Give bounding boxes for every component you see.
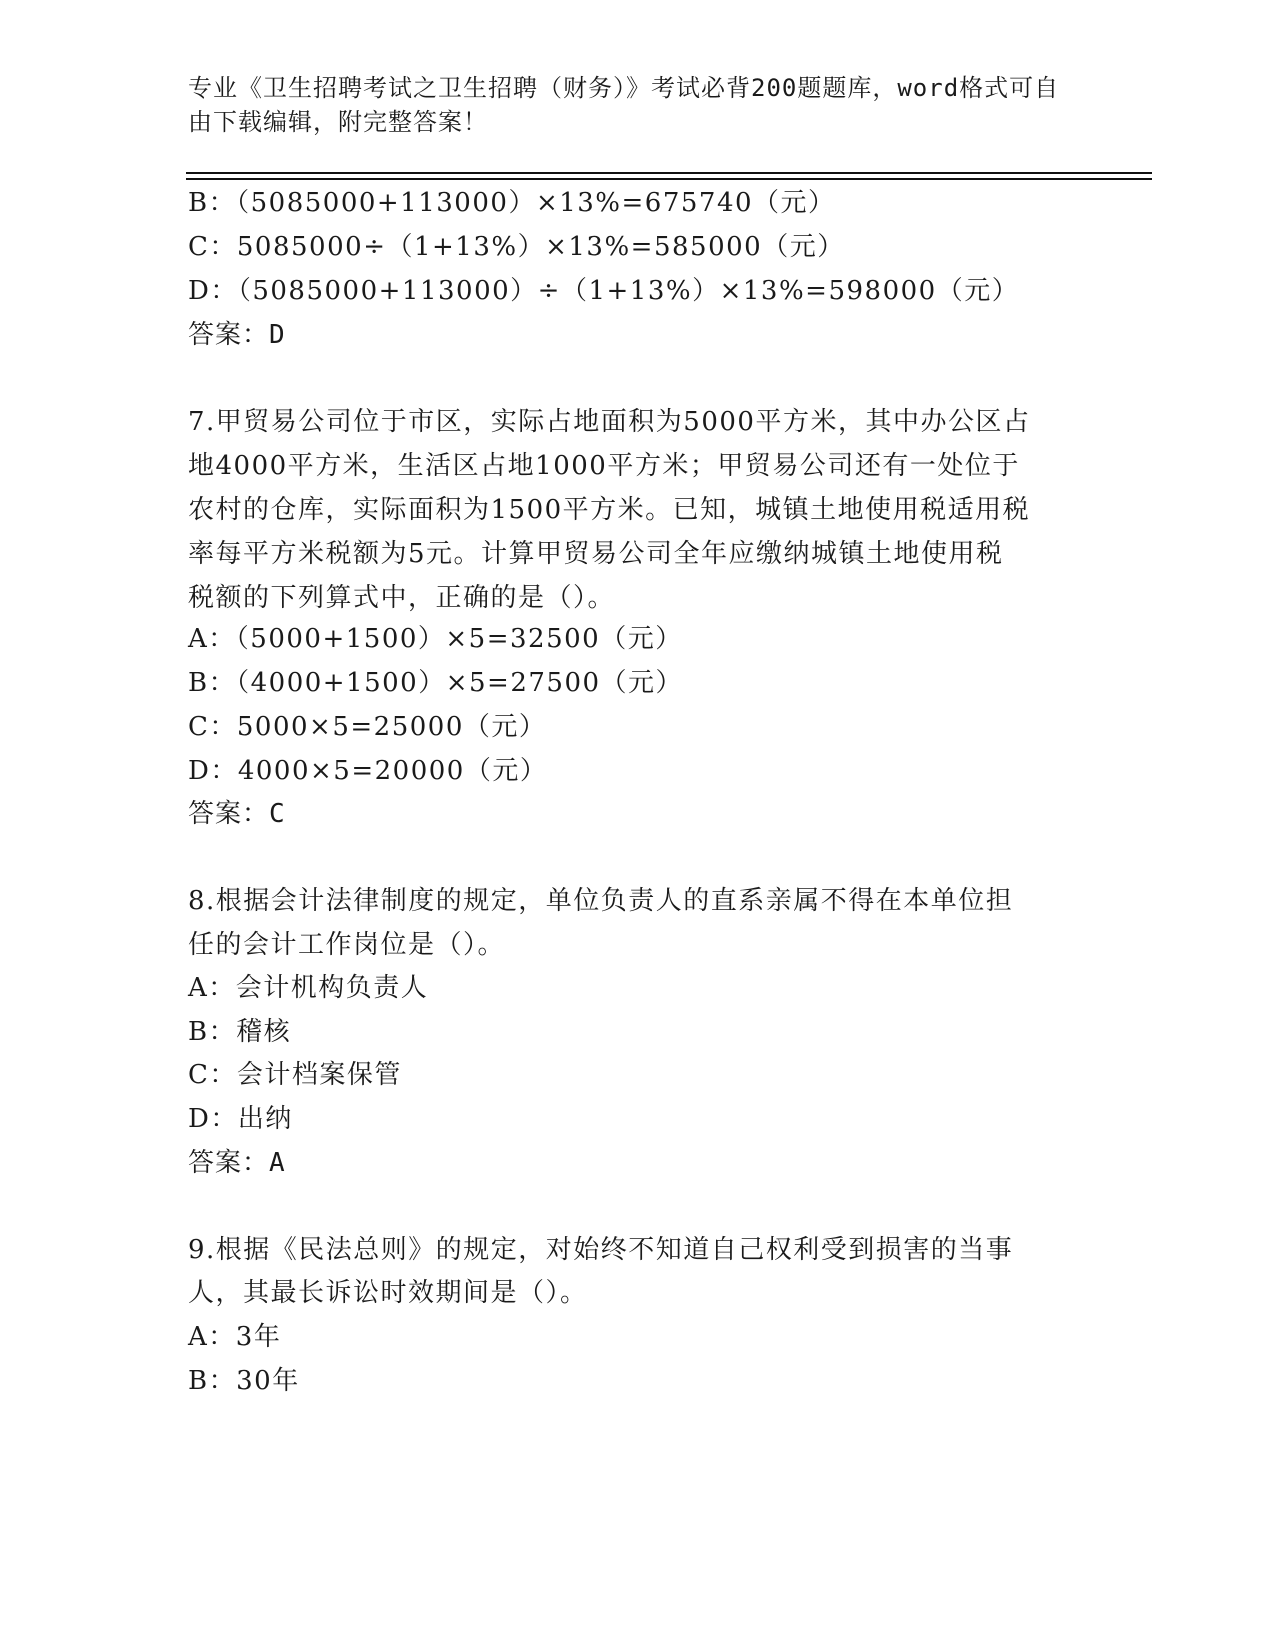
- q7-stem-line-3: 农村的仓库，实际面积为1500平方米。已知，城镇土地使用税适用税: [188, 495, 1031, 525]
- q8-option-b: B：稽核: [188, 1017, 292, 1047]
- q8-stem-line-2: 任的会计工作岗位是（）。: [188, 930, 506, 960]
- q7-option-d: D：4000×5=20000（元）: [188, 756, 548, 786]
- q7-stem-line-2: 地4000平方米，生活区占地1000平方米；甲贸易公司还有一处位于: [188, 451, 1020, 481]
- q7-stem-line-4: 率每平方米税额为5元。计算甲贸易公司全年应缴纳城镇土地使用税: [188, 539, 1004, 569]
- q7-option-b: B：（4000+1500）×5=27500（元）: [188, 668, 684, 698]
- q8-stem-line-1: 8.根据会计法律制度的规定，单位负责人的直系亲属不得在本单位担: [188, 886, 1014, 916]
- q8-option-a: A：会计机构负责人: [188, 973, 429, 1003]
- q8-option-c: C：会计档案保管: [188, 1060, 402, 1090]
- q9-option-b: B：30年: [188, 1366, 300, 1396]
- header-divider-top: [186, 172, 1152, 174]
- header-title-line-1: 专业《卫生招聘考试之卫生招聘（财务）》考试必背200题题库，word格式可自: [188, 74, 1060, 102]
- q6-option-d: D：（5085000+113000）÷（1+13%）×13%=598000（元）: [188, 276, 1020, 306]
- q9-stem-line-1: 9.根据《民法总则》的规定，对始终不知道自己权利受到损害的当事: [188, 1235, 1014, 1265]
- q7-stem-line-5: 税额的下列算式中，正确的是（）。: [188, 583, 616, 613]
- q8-option-d: D：出纳: [188, 1104, 293, 1134]
- q6-answer: 答案：D: [188, 320, 286, 350]
- q7-answer: 答案：C: [188, 799, 286, 829]
- q9-stem-line-2: 人，其最长诉讼时效期间是（）。: [188, 1278, 588, 1308]
- q7-stem-line-1: 7.甲贸易公司位于市区，实际占地面积为5000平方米，其中办公区占: [188, 407, 1031, 437]
- header-title-line-2: 由下载编辑，附完整答案！: [188, 108, 488, 136]
- q7-option-a: A：（5000+1500）×5=32500（元）: [188, 624, 683, 654]
- header-divider-bottom: [186, 178, 1152, 180]
- q7-option-c: C：5000×5=25000（元）: [188, 712, 547, 742]
- q6-option-b: B：（5085000+113000）×13%=675740（元）: [188, 188, 836, 218]
- q6-option-c: C：5085000÷（1+13%）×13%=585000（元）: [188, 232, 845, 262]
- q8-answer: 答案：A: [188, 1148, 286, 1178]
- q9-option-a: A：3年: [188, 1322, 282, 1352]
